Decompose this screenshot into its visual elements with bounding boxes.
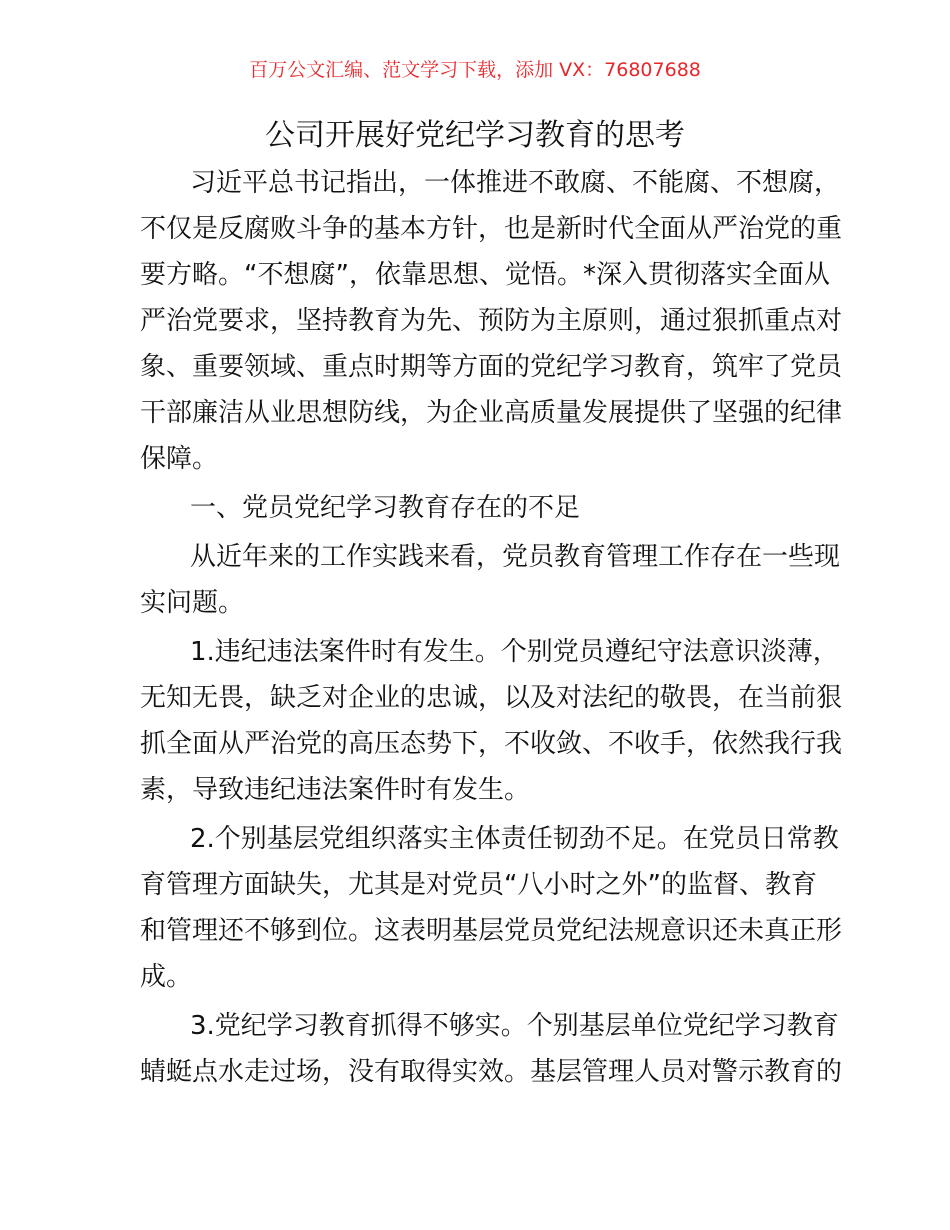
watermark-header: 百万公文汇编、范文学习下载，添加 VX：76807688 [249, 59, 701, 81]
text-line: 从近年来的工作实践来看，党员教育管理工作存在一些现 [190, 542, 841, 572]
paragraph [140, 160, 843, 482]
text-line: 成。 [140, 962, 193, 992]
text-line: 育管理方面缺失，尤其是对党员“八小时之外”的监督、教育 [140, 870, 817, 900]
text-line: 1.违纪违法案件时有发生。个别党员遵纪守法意识淡薄， [190, 637, 839, 667]
paragraph [140, 534, 841, 626]
text-line: 象、重要领域、重点时期等方面的党纪学习教育，筑牢了党员 [140, 352, 843, 382]
text-line: 干部廉洁从业思想防线，为企业高质量发展提供了坚强的纪律 [140, 398, 843, 428]
text-line: 抓全面从严治党的高压态势下，不收敛、不收手，依然我行我 [140, 729, 843, 759]
text-line: 严治党要求，坚持教育为先、预防为主原则，通过狠抓重点对 [140, 306, 843, 336]
document-body [140, 160, 843, 1098]
text-line: 蜻蜓点水走过场，没有取得实效。基层管理人员对警示教育的 [140, 1057, 843, 1087]
text-line: 素，导致违纪违法案件时有发生。 [140, 775, 531, 805]
text-line: 习近平总书记指出，一体推进不敢腐、不能腐、不想腐， [190, 168, 841, 198]
text-line: 不仅是反腐败斗争的基本方针，也是新时代全面从严治党的重 [140, 214, 843, 244]
text-line: 要方略。“不想腐”，依靠思想、觉悟。*深入贯彻落实全面从 [140, 260, 830, 290]
document-title: 公司开展好党纪学习教育的思考 [265, 118, 685, 153]
text-line: 一、党员党纪学习教育存在的不足 [190, 493, 581, 523]
text-line: 2.个别基层党组织落实主体责任韧劲不足。在党员日常教 [190, 824, 839, 854]
text-line: 和管理还不够到位。这表明基层党员党纪法规意识还未真正形 [140, 916, 843, 946]
paragraph [140, 816, 843, 1000]
text-line: 保障。 [140, 444, 219, 474]
text-line: 无知无畏，缺乏对企业的忠诚，以及对法纪的敬畏，在当前狠 [140, 683, 843, 713]
text-line: 3.党纪学习教育抓得不够实。个别基层单位党纪学习教育 [190, 1011, 839, 1041]
paragraph [140, 1003, 843, 1095]
paragraph [140, 629, 843, 813]
text-line: 实问题。 [140, 588, 245, 618]
section-heading [140, 485, 810, 531]
